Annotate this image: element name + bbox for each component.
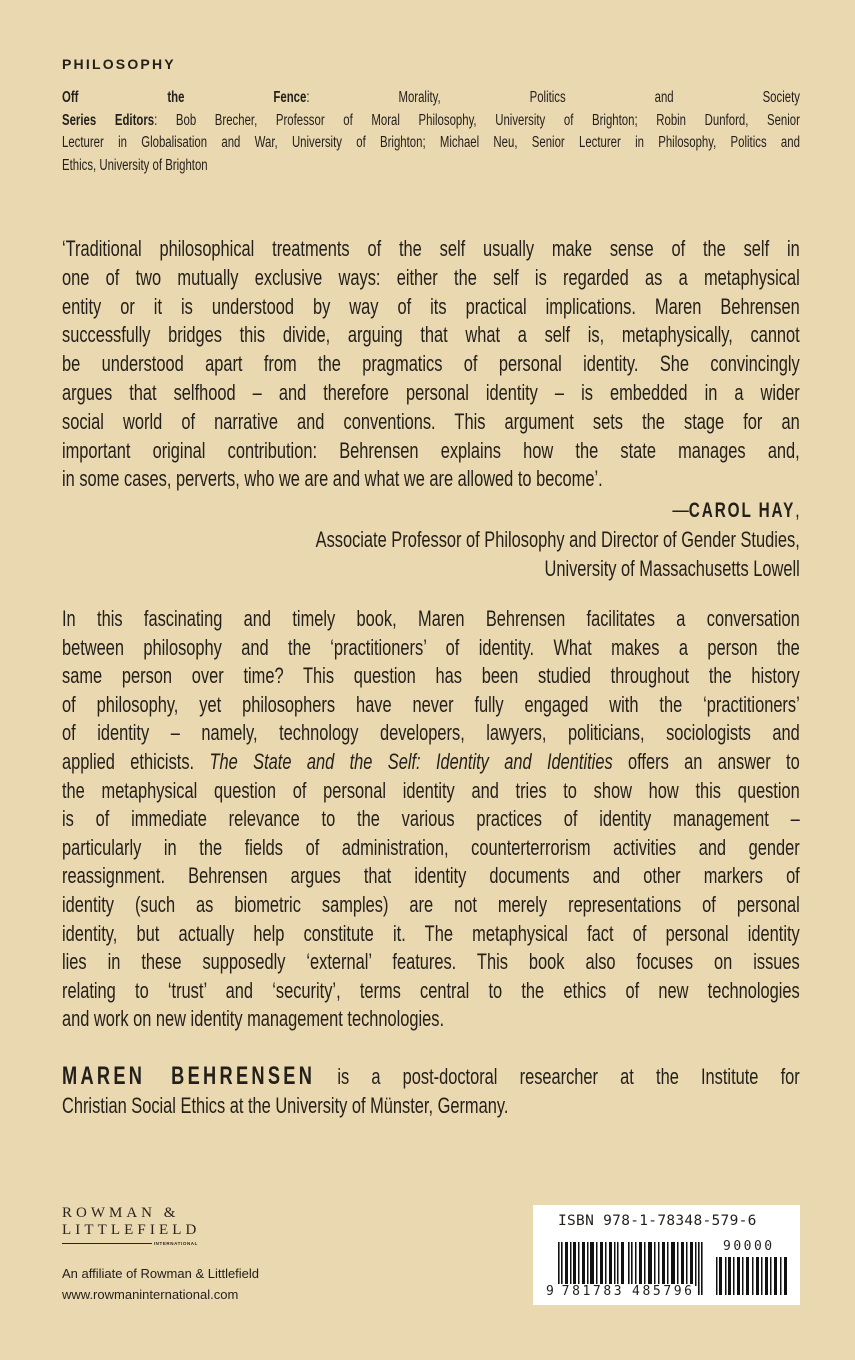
logo-line-1: ROWMAN & — [62, 1205, 180, 1221]
endorser-title: Associate Professor of Philosophy and Director of Gender Studies, — [315, 527, 800, 552]
isbn-barcode — [533, 1205, 800, 1305]
bio-line-2: Christian Social Ethics at the University of Münster, Germany. — [62, 1093, 509, 1118]
description-line: of philosophy, yet philosophers have never fully engaged with the ‘practitioners’ — [62, 691, 800, 717]
description-line: identity (such as biometric samples) are not merely representations of personal — [62, 891, 800, 917]
quote-line: important original contribution: Behrensen explains how the state manages and, — [62, 437, 800, 463]
endorser-name: CAROL HAY — [688, 499, 796, 522]
series-editors-line-2: Lecturer in Globalisation and War, University of Brighton; Michael Neu, Senior Lecturer in Philosophy, Politics and — [62, 134, 800, 151]
bio-line-1: MAREN BEHRENSEN is a post-doctoral researcher at the Institute for — [62, 1062, 800, 1090]
genre-label: PHILOSOPHY — [62, 56, 176, 72]
description-line: reassignment. Behrensen argues that identity documents and other markers of — [62, 863, 800, 889]
quote-line: ‘Traditional philosophical treatments of the self usually make sense of the self in — [62, 236, 800, 261]
series-editors-label: Series Editors — [62, 111, 155, 129]
logo-divider — [62, 1243, 152, 1244]
quote-line: be understood apart from the pragmatics of personal identity. She convincingly — [62, 351, 800, 377]
endorser-institution: University of Massachusetts Lowell — [544, 556, 800, 581]
description-line: In this fascinating and timely book, Maren Behrensen facilitates a conversation — [62, 606, 800, 631]
author-name: MAREN BEHRENSEN — [62, 1062, 316, 1090]
description-line: particularly in the fields of administration, counterterrorism activities and gender — [62, 834, 800, 860]
publisher-website[interactable]: www.rowmaninternational.com — [62, 1287, 239, 1302]
series-editors-line-3: Ethics, University of Brighton — [62, 156, 208, 174]
isbn-label: ISBN 978-1-78348-579-6 — [558, 1213, 757, 1229]
author-bio — [62, 1062, 800, 1120]
description-line: between philosophy and the ‘practitioners’ of identity. What makes a person the — [62, 634, 800, 660]
publisher-info — [62, 1263, 259, 1305]
series-name: Off the Fence — [62, 89, 307, 106]
barcode-addon-bars-icon — [716, 1257, 789, 1295]
description-line: of identity – namely, technology developers, lawyers, politicians, sociologists and — [62, 720, 800, 746]
logo-rule — [62, 1241, 198, 1246]
endorsement-attribution — [62, 495, 800, 583]
book-description — [62, 605, 800, 1034]
quote-line: one of two mutually exclusive ways: either the self is regarded as a metaphysical — [62, 264, 800, 290]
series-info — [62, 87, 800, 177]
description-line: identity, but actually help constitute it. The metaphysical fact of personal identity — [62, 920, 800, 946]
book-title: The State and the Self: Identity and Identities — [209, 748, 613, 774]
attribution-name-line: —CAROL HAY, — [672, 497, 800, 522]
description-line: and work on new identity management technologies. — [62, 1006, 445, 1032]
description-title-line: applied ethicists. The State and the Self: Identity and Identities offers an answer to — [62, 748, 800, 774]
barcode-addon-number: 90000 — [723, 1239, 775, 1254]
description-line: lies in these supposedly ‘external’ features. This book also focuses on issues — [62, 949, 800, 975]
quote-line: argues that selfhood – and therefore personal identity – is embedded in a wider — [62, 379, 800, 405]
series-subtitle: : Morality, Politics and Society — [306, 89, 800, 106]
logo-line-2: LITTLEFIELD — [62, 1222, 201, 1238]
quote-line: social world of narrative and conventions. This argument sets the stage for an — [62, 408, 800, 434]
series-title-line — [62, 87, 800, 110]
quote-line: in some cases, perverts, who we are and what we are allowed to become’. — [62, 466, 603, 492]
logo-subtitle: INTERNATIONAL — [153, 1241, 198, 1246]
barcode-ean-number: 9 781783 485796 — [546, 1284, 695, 1299]
quote-line: entity or it is understood by way of its practical implications. Maren Behrensen — [62, 293, 800, 319]
quote-line: successfully bridges this divide, arguing that what a self is, metaphysically, cannot — [62, 322, 800, 348]
endorsement-quote — [62, 235, 800, 494]
description-line: same person over time? This question has been studied throughout the history — [62, 663, 800, 689]
publisher-logo — [62, 1205, 200, 1246]
description-line: relating to ‘trust’ and ‘security’, terms central to the ethics of new technologies — [62, 977, 800, 1003]
series-editors-line-1: Series Editors: Bob Brecher, Professor of Moral Philosophy, University of Brighton; Robin Dunford, Senior — [62, 111, 800, 129]
description-line: is of immediate relevance to the various practices of identity management – — [62, 806, 800, 832]
affiliate-text: An affiliate of Rowman & Littlefield — [62, 1266, 260, 1281]
description-line: the metaphysical question of personal identity and tries to show how this question — [62, 777, 800, 803]
